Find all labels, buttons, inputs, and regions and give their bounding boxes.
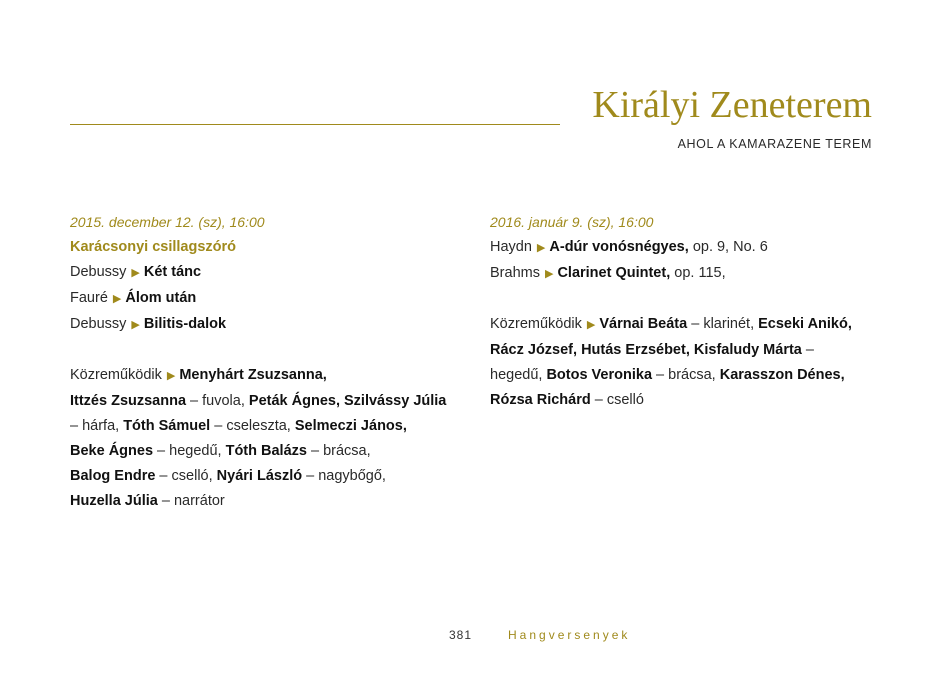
performer-line (490, 388, 890, 413)
work-title: A-dúr vonósnégyes, (549, 239, 689, 255)
performer-line (490, 312, 890, 338)
play-triangle-icon: ▶ (544, 268, 554, 280)
play-triangle-icon: ▶ (131, 267, 140, 279)
page-number: 381 (449, 628, 473, 642)
play-triangle-icon: ▶ (536, 242, 546, 254)
performer-line (70, 439, 470, 464)
header-rule (70, 124, 560, 125)
performer-name: Ittzés Zsuzsanna (70, 393, 187, 409)
spacer (490, 287, 890, 312)
performer-line (70, 414, 470, 439)
composer-name: Brahms (490, 265, 540, 281)
program-item (490, 235, 890, 261)
performer-role: – (801, 342, 814, 358)
program-item (70, 286, 470, 312)
section-name: Hangversenyek (508, 628, 631, 642)
composer-name: Debussy (70, 316, 127, 332)
opus-number: op. 9, No. 6 (692, 239, 768, 255)
concert-date: 2015. december 12. (sz), 16:00 (70, 214, 265, 230)
performer-name: Nyári László (216, 468, 303, 484)
performer-role: – brácsa, (306, 443, 371, 459)
performer-role: – fuvola, (186, 393, 249, 409)
performer-role: – hárfa, (70, 418, 124, 434)
performer-role: – klarinét, (687, 316, 759, 332)
performer-role: – cseleszta, (210, 418, 295, 434)
performers-label: Közreműködik (490, 316, 582, 332)
concert-date: 2016. január 9. (sz), 16:00 (490, 214, 654, 230)
performer-role: – brácsa, (652, 367, 720, 383)
performer-line (70, 363, 470, 389)
concert-column-1 (70, 210, 470, 514)
performer-line (70, 464, 470, 489)
performer-role: – hegedű, (153, 443, 226, 459)
performer-name: Huzella Júlia (70, 493, 158, 509)
performer-name: Ecseki Anikó, (758, 316, 852, 332)
performer-line (490, 338, 890, 363)
performer-role: – narrátor (157, 493, 225, 509)
performer-name: Rózsa Richárd (490, 392, 591, 408)
program-item (490, 261, 890, 287)
program-item (70, 312, 470, 338)
performer-name: Beke Ágnes (70, 443, 154, 459)
performer-role: hegedű, (490, 367, 547, 383)
work-title: Bilitis-dalok (143, 316, 227, 332)
performer-name: Menyhárt Zsuzsanna, (179, 367, 327, 383)
concert-column-2 (490, 210, 890, 413)
performer-role: – nagybőgő, (302, 468, 386, 484)
work-title: Álom után (125, 290, 197, 306)
performer-name: Botos Veronika (546, 367, 653, 383)
performer-line (70, 489, 470, 514)
composer-name: Fauré (70, 290, 108, 306)
spacer (70, 338, 470, 363)
performer-name: Várnai Beáta (599, 316, 688, 332)
work-title: Két tánc (143, 264, 202, 280)
performer-line (490, 363, 890, 388)
composer-name: Debussy (70, 264, 127, 280)
play-triangle-icon: ▶ (131, 319, 140, 331)
play-triangle-icon: ▶ (112, 293, 122, 305)
performers-label: Közreműködik (70, 367, 162, 383)
page-footer (0, 628, 944, 648)
performer-name: Tóth Sámuel (123, 418, 211, 434)
play-triangle-icon: ▶ (166, 370, 176, 382)
venue-title: Királyi Zeneterem (592, 84, 872, 126)
performer-name: Tóth Balázs (225, 443, 307, 459)
performer-name: Selmeczi János, (294, 418, 407, 434)
concert-title: Karácsonyi csillagszóró (70, 239, 237, 255)
performer-name: Karasszon Dénes, (719, 367, 845, 383)
performer-role: – cselló, (155, 468, 217, 484)
venue-subtitle: AHOL A KAMARAZENE TEREM (677, 137, 872, 151)
play-triangle-icon: ▶ (586, 319, 596, 331)
composer-name: Haydn (490, 239, 532, 255)
performer-role: – cselló (590, 392, 644, 408)
performer-line (70, 389, 470, 414)
performer-name: Rácz József, Hutás Erzsébet, Kisfaludy Márta (490, 342, 802, 358)
opus-number: op. 115, (674, 265, 726, 281)
work-title: Clarinet Quintet, (557, 265, 671, 281)
performer-name: Peták Ágnes, Szilvássy Júlia (248, 393, 447, 409)
performer-name: Balog Endre (70, 468, 156, 484)
program-item (70, 260, 470, 286)
